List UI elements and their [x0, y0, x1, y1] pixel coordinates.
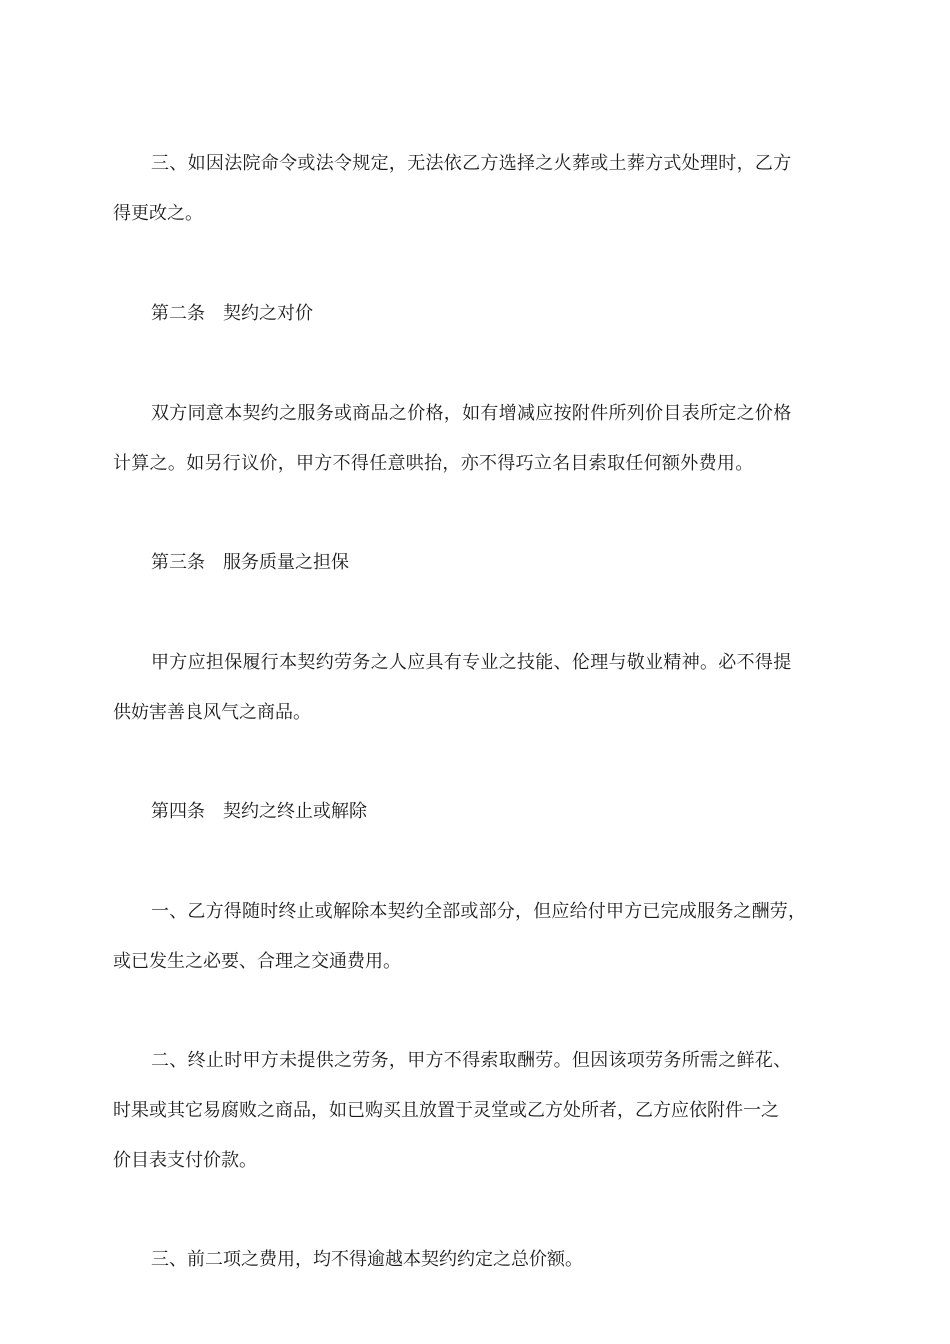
clause-4-1-line-1: 一、乙方得随时终止或解除本契约全部或部分，但应给付甲方已完成服务之酬劳， [151, 901, 807, 922]
article-3-line-1: 甲方应担保履行本契约劳务之人应具有专业之技能、伦理与敬业精神。必不得提 [151, 652, 792, 673]
clause-1-3-line-2: 得更改之。 [113, 203, 203, 224]
article-2-line-1: 双方同意本契约之服务或商品之价格，如有增减应按附件所列价目表所定之价格 [151, 403, 792, 424]
clause-4-3-line-1: 三、前二项之费用，均不得逾越本契约约定之总价额。 [151, 1249, 583, 1270]
article-3-heading: 第三条 服务质量之担保 [151, 552, 349, 573]
clause-1-3-line-1: 三、如因法院命令或法令规定，无法依乙方选择之火葬或土葬方式处理时，乙方 [151, 153, 792, 174]
clause-4-2-line-3: 价目表支付价款。 [113, 1150, 257, 1171]
clause-4-1-line-2: 或已发生之必要、合理之交通费用。 [113, 951, 401, 972]
clause-4-2-line-1: 二、终止时甲方未提供之劳务，甲方不得索取酬劳。但因该项劳务所需之鲜花、 [151, 1050, 792, 1071]
article-2-line-2: 计算之。如另行议价，甲方不得任意哄抬，亦不得巧立名目索取任何额外费用。 [113, 453, 754, 474]
clause-4-2-line-2: 时果或其它易腐败之商品，如已购买且放置于灵堂或乙方处所者，乙方应依附件一之 [113, 1100, 779, 1121]
article-3-line-2: 供妨害善良风气之商品。 [113, 702, 311, 723]
article-4-heading: 第四条 契约之终止或解除 [151, 801, 367, 822]
article-2-heading: 第二条 契约之对价 [151, 303, 313, 324]
